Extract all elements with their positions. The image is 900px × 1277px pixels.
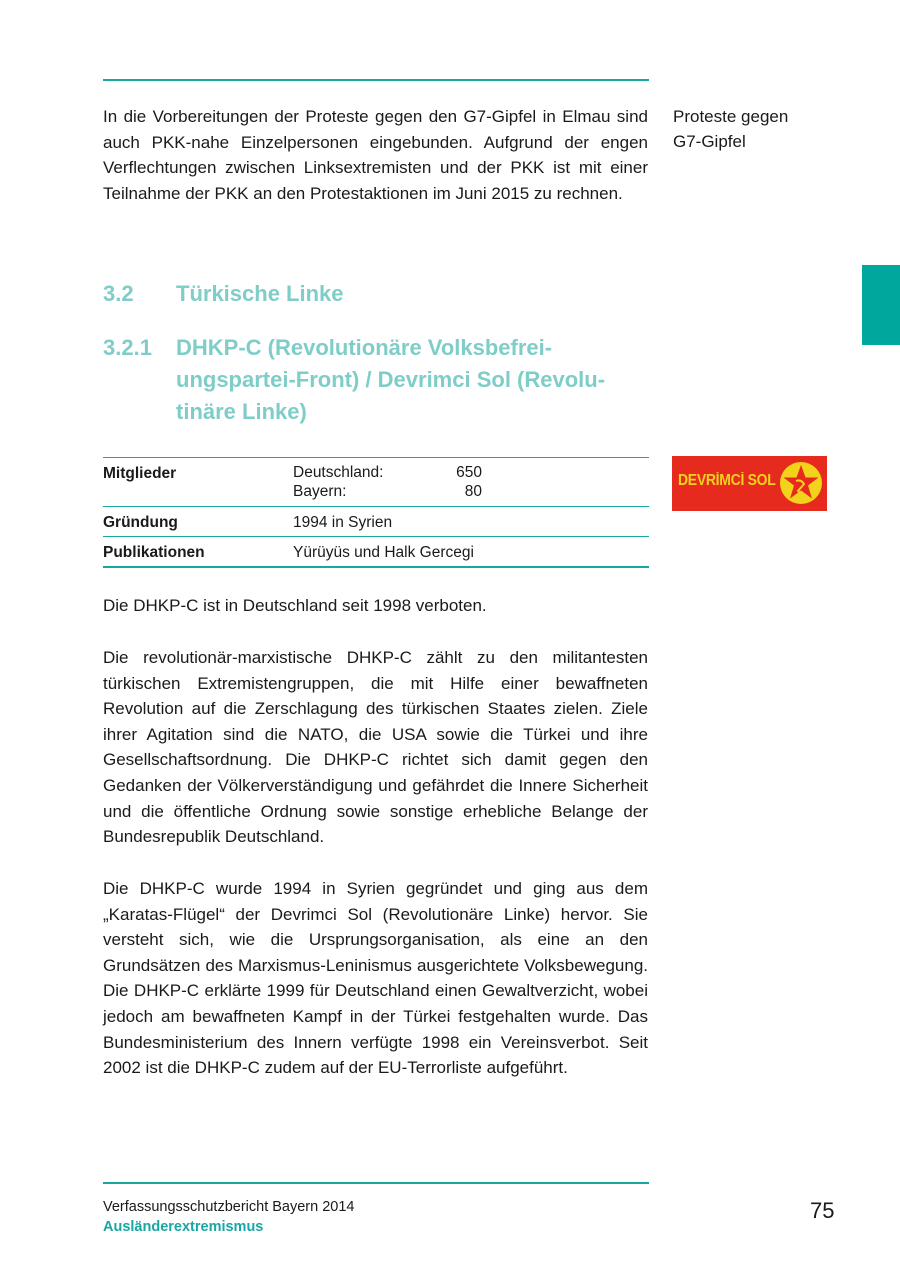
description-paragraph: Die revolutionär-marxistische DHKP-C zählt zu den militantesten türkischen Extremistengruppen, die mit Hilfe einer bewaffneten Revolution auf die Zerschlagung des türkischen Staates zielen. Ziele ihrer Agitation sind die NATO, die USA sowie die Türkei und ihre Gesellschaftsordnung. Die DHKP-C richtet sich damit gegen den Gedanken der Völkerverständigung und gefährdet die Innere Sicherheit und die öffentliche Ordnung sowie sonstige erhebliche Belange der Bundesrepublik Deutschland. — [103, 648, 648, 847]
devrimci-sol-logo — [672, 456, 827, 511]
page-number: 75 — [810, 1198, 835, 1223]
subsection-title-line-2: ungspartei-Front) / Devrimci Sol (Revolu- — [176, 367, 606, 392]
subsection-title-line-1: DHKP-C (Revolutionäre Volksbefrei- — [176, 335, 553, 360]
ban-paragraph: Die DHKP-C ist in Deutschland seit 1998 verboten. — [103, 596, 487, 615]
section-heading — [103, 280, 344, 308]
subsection-title — [176, 332, 663, 428]
section-title: Türkische Linke — [176, 281, 344, 306]
facts-row-members — [103, 458, 649, 507]
publications-label: Publikationen — [103, 544, 205, 561]
section-number: 3.2 — [103, 281, 134, 306]
founding-label: Gründung — [103, 514, 178, 531]
facts-row-founding — [103, 507, 649, 537]
top-rule — [103, 79, 649, 81]
subsection-title-line-3: tinäre Linke) — [176, 399, 307, 424]
history-paragraph: Die DHKP-C wurde 1994 in Syrien gegründet und ging aus dem „Karatas-Flügel“ der Devrimci Sol (Revolutionäre Linke) hervor. Sie versteht sich, wie die Ursprungsorganisation, als eine an den Grundsätzen des Marxismus-Leninismus ausgerichtete Volksbewegung. Die DHKP-C erklärte 1999 für Deutschland einen Gewaltverzicht, wobei jedoch am bewaffneten Kampf in der Türkei festgehalten wurde. Das Bundesministerium des Innern verfügte 1998 ein Vereinsverbot. Seit 2002 ist die DHKP-C zudem auf der EU-Terrorliste aufgeführt. — [103, 879, 648, 1078]
facts-table — [103, 457, 649, 568]
star-emblem-icon — [778, 459, 824, 507]
members-count: 650 — [456, 464, 482, 481]
logo-text: DEVRİMCİ SOL — [678, 472, 776, 489]
subsection-heading — [103, 332, 663, 428]
members-count: 80 — [464, 483, 482, 500]
margin-note — [673, 104, 833, 154]
members-region: Bayern: — [293, 483, 347, 500]
members-label: Mitglieder — [103, 465, 177, 482]
footer-chapter: Ausländerextremismus — [103, 1219, 264, 1235]
members-bavaria — [293, 483, 482, 501]
bottom-rule — [103, 1182, 649, 1184]
footer-publication: Verfassungsschutzbericht Bayern 2014 — [103, 1199, 355, 1215]
subsection-number: 3.2.1 — [103, 335, 152, 360]
founding-value: 1994 in Syrien — [293, 514, 393, 531]
margin-note-line-2: G7-Gipfel — [673, 132, 746, 151]
members-region: Deutschland: — [293, 464, 384, 481]
facts-row-publications — [103, 537, 649, 568]
members-germany — [293, 464, 482, 482]
intro-paragraph: In die Vorbereitungen der Proteste gegen den G7-Gipfel in Elmau sind auch PKK-nahe Einzelpersonen eingebunden. Aufgrund der engen Verflechtungen zwischen Linksextremisten und der PKK ist mit einer Teilnahme der PKK an den Protestaktionen im Juni 2015 zu rechnen. — [103, 107, 648, 203]
publications-value: Yürüyüs und Halk Gercegi — [293, 544, 474, 561]
chapter-side-tab — [862, 265, 900, 345]
margin-note-line-1: Proteste gegen — [673, 107, 789, 126]
